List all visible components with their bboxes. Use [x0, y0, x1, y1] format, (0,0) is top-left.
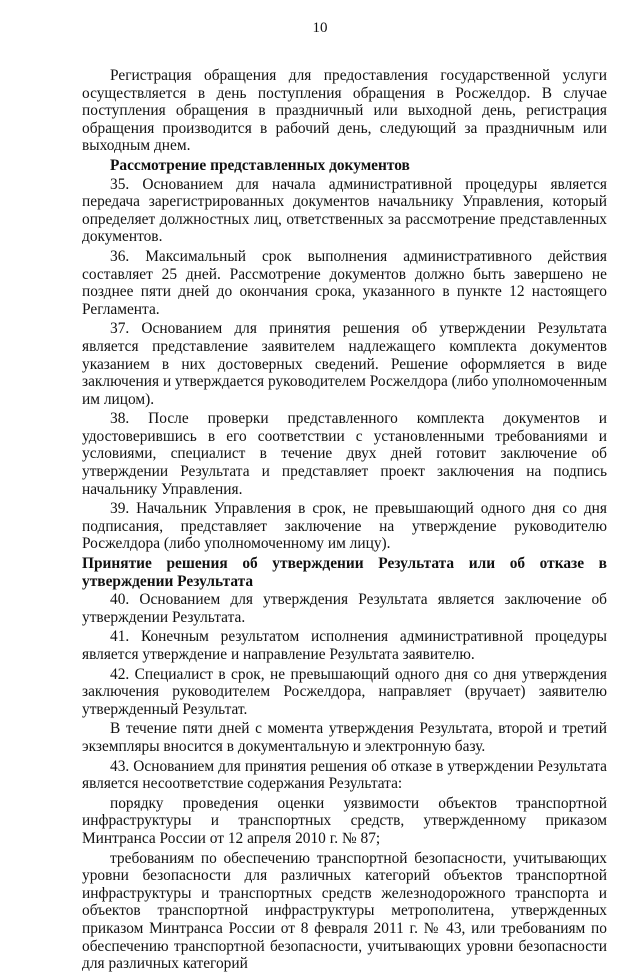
section-heading-review: Рассмотрение представленных документов	[110, 156, 410, 174]
paragraph-43-item-procedure: порядку проведения оценки уязвимости объектов транспортной инфраструктуры и транспортных средств, утвержденному приказом Минтранса России от 12 апреля 2010 г. № 87;	[82, 794, 607, 847]
paragraph-41: 41. Конечным результатом исполнения административной процедуры является утверждение и направление Результата заявителю.	[82, 628, 607, 663]
paragraph-36: 36. Максимальный срок выполнения административного действия составляет 25 дней. Рассмотрение документов должно быть завершено не позднее пяти дней до окончания срока, указанного в пункте 12 настоящего Регламента.	[82, 247, 607, 318]
section-heading-decision: Принятие решения об утверждении Результата или об отказе в утверждении Результата	[82, 555, 607, 590]
paragraph-39: 39. Начальник Управления в срок, не превышающий одного дня со дня подписания, представляет заключение на утверждение руководителю Росжелдора (либо уполномоченному им лицу).	[82, 500, 607, 553]
paragraph-40: 40. Основанием для утверждения Результата является заключение об утверждении Результата.	[82, 591, 607, 626]
page-number: 10	[312, 20, 328, 36]
paragraph-38: 38. После проверки представленного комплекта документов и удостоверившись в его соответствии с установленными требованиями и условиями, специалист в течение двух дней готовит заключение об утверждении Результата и представляет проект заключения на подпись начальнику Управления.	[82, 410, 607, 498]
paragraph-43: 43. Основанием для принятия решения об отказе в утверждении Результата является несоответствие содержания Результата:	[82, 757, 607, 793]
document-body	[82, 67, 607, 975]
paragraph-42-continued: В течение пяти дней с момента утверждения Результата, второй и третий экземпляры вносится в документальную и электронную базу.	[82, 720, 607, 755]
paragraph-37: 37. Основанием для принятия решения об утверждении Результата является представление заявителем надлежащего комплекта документов указанием в них достоверных сведений. Решение оформляется в виде заключения и утверждается руководителем Росжелдора (либо уполномоченным им лицом).	[82, 320, 607, 408]
paragraph-42: 42. Специалист в срок, не превышающий одного дня со дня утверждения заключения руководителем Росжелдора, направляет (вручает) заявителю утвержденный Результат.	[82, 665, 607, 718]
paragraph-35: 35. Основанием для начала административной процедуры является передача зарегистрированных документов начальнику Управления, который определяет должностных лиц, ответственных за рассмотрение представленных документов.	[82, 175, 607, 246]
paragraph-registration: Регистрация обращения для предоставления государственной услуги осуществляется в день поступления обращения в Росжелдор. В случае поступления обращения в праздничный или выходной день, регистрация обращения производится в рабочий день, следующий за праздничным или выходным днем.	[82, 67, 607, 155]
paragraph-43-item-requirements: требованиям по обеспечению транспортной безопасности, учитывающих уровни безопасности для различных категорий объектов транспортной инфраструктуры и транспортных средств железнодорожного транспорта и объектов транспортной инфраструктуры метрополитена, утвержденных приказом Минтранса России от 8 февраля 2011 г. № 43, или требованиям по обеспечению транспортной безопасности, учитывающих уровни безопасности для различных категорий	[82, 849, 607, 973]
